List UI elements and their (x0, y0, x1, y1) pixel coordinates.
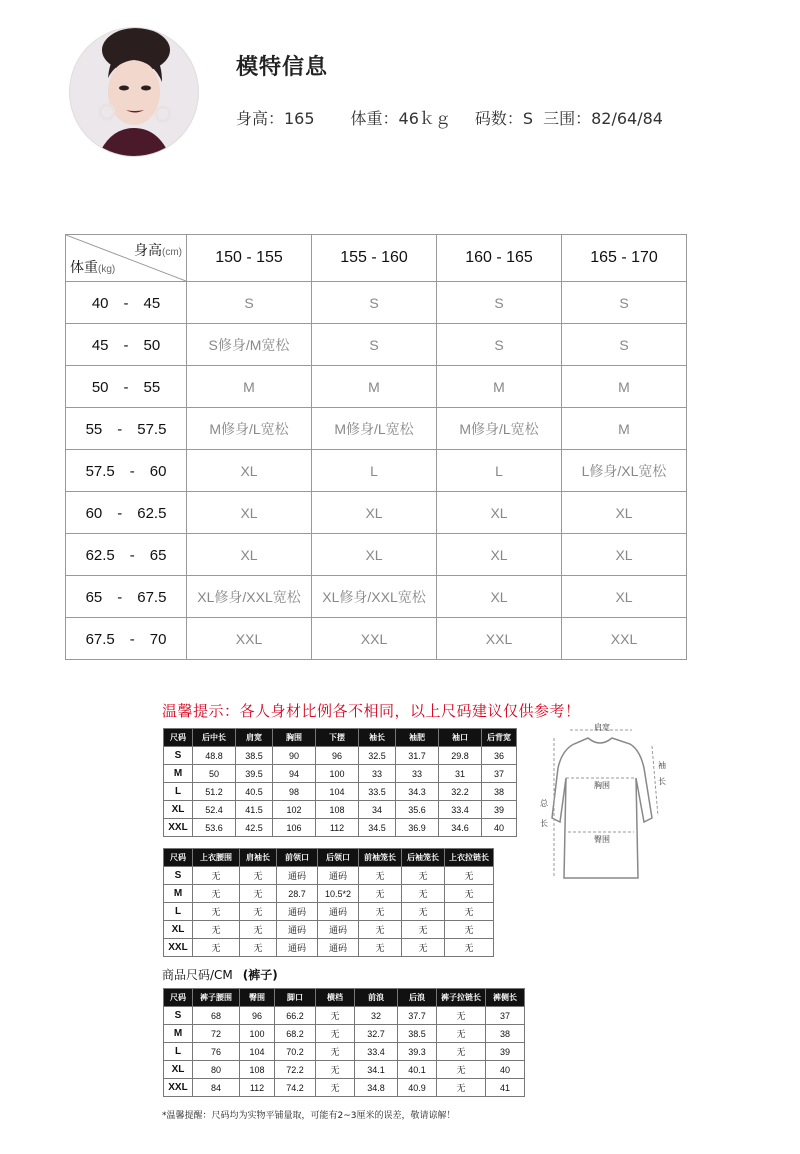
measurement-cell: 94 (273, 765, 316, 783)
measurement-cell: 50 (193, 765, 236, 783)
measurement-cell: 40.5 (236, 783, 273, 801)
measurement-cell: 34.8 (355, 1079, 398, 1097)
measurement-cell: 无 (437, 1025, 486, 1043)
measurement-cell: 无 (316, 1079, 355, 1097)
weight-range-cell: 40 - 45 (66, 282, 187, 324)
table-header-row (164, 729, 517, 747)
measurement-cell: 52.4 (193, 801, 236, 819)
column-header: 裤侧长 (486, 989, 525, 1007)
recommended-size-cell: L (312, 450, 437, 492)
measurement-cell: 36 (482, 747, 517, 765)
measurement-cell: 98 (273, 783, 316, 801)
measurement-cell: 96 (316, 747, 359, 765)
table-row (164, 885, 494, 903)
measurement-cell: 无 (445, 939, 494, 957)
recommended-size-cell: S (562, 324, 687, 366)
top-detail-table (163, 848, 494, 957)
column-header: 横档 (316, 989, 355, 1007)
corner-height-label: 身高(cm) (134, 242, 182, 258)
column-header: 前浪 (355, 989, 398, 1007)
column-header: 胸围 (273, 729, 316, 747)
measurement-cell: 37.7 (398, 1007, 437, 1025)
column-header: 臀围 (240, 989, 275, 1007)
recommendation-row (66, 534, 687, 576)
size-label-cell: XL (164, 921, 193, 939)
measurement-cell: 72 (193, 1025, 240, 1043)
size-label-cell: M (164, 1025, 193, 1043)
recommended-size-cell: S (312, 282, 437, 324)
table-row (164, 903, 494, 921)
measurement-cell: 34.6 (439, 819, 482, 837)
measurement-cell: 33.4 (355, 1043, 398, 1061)
measurement-cell: 31 (439, 765, 482, 783)
measurement-cell: 90 (273, 747, 316, 765)
measurement-cell: 80 (193, 1061, 240, 1079)
column-header: 袖长 (359, 729, 396, 747)
recommended-size-cell: XXL (437, 618, 562, 660)
weight-range-cell: 50 - 55 (66, 366, 187, 408)
model-stats (236, 106, 663, 129)
table-row (164, 1043, 525, 1061)
size-label-cell: L (164, 903, 193, 921)
recommendation-row (66, 282, 687, 324)
table-row (164, 765, 517, 783)
column-header: 肩袖长 (240, 849, 277, 867)
measurement-cell: 无 (402, 939, 445, 957)
measurement-cell: 通码 (277, 903, 318, 921)
measurement-cell: 29.8 (439, 747, 482, 765)
table-row (164, 939, 494, 957)
measurement-cell: 无 (359, 921, 402, 939)
recommended-size-cell: M (562, 366, 687, 408)
column-header: 脚口 (275, 989, 316, 1007)
measurement-cell: 68.2 (275, 1025, 316, 1043)
measurement-cell: 40 (486, 1061, 525, 1079)
model-height: 身高：165 (236, 109, 315, 128)
measurement-cell: 无 (402, 921, 445, 939)
column-header: 尺码 (164, 849, 193, 867)
measurement-cell: 40.1 (398, 1061, 437, 1079)
column-header: 后袖笼长 (402, 849, 445, 867)
weight-range-cell: 57.5 - 60 (66, 450, 187, 492)
recommendation-row (66, 366, 687, 408)
measurement-cell: 104 (316, 783, 359, 801)
measurement-cell: 38 (482, 783, 517, 801)
measurement-cell: 无 (240, 885, 277, 903)
measurement-cell: 70.2 (275, 1043, 316, 1061)
measurement-cell: 无 (437, 1043, 486, 1061)
size-label-cell: S (164, 1007, 193, 1025)
measurement-cell: 无 (193, 921, 240, 939)
measurement-cell: 无 (445, 867, 494, 885)
measurement-cell: 33 (396, 765, 439, 783)
column-header: 下摆 (316, 729, 359, 747)
size-label-cell: S (164, 867, 193, 885)
measurement-cell: 38 (486, 1025, 525, 1043)
recommendation-row (66, 324, 687, 366)
measurement-cell: 无 (437, 1007, 486, 1025)
measurement-cell: 31.7 (396, 747, 439, 765)
column-header: 上衣腰围 (193, 849, 240, 867)
measurement-cell: 32.7 (355, 1025, 398, 1043)
measurement-cell: 无 (359, 939, 402, 957)
size-label-cell: XXL (164, 1079, 193, 1097)
measurement-cell: 112 (316, 819, 359, 837)
pants-size-title: 商品尺码/CM (裤子) (162, 968, 278, 982)
measurement-cell: 34.5 (359, 819, 396, 837)
table-row (164, 867, 494, 885)
diagram-chest-label: 胸围 (594, 781, 610, 790)
corner-weight-label: 体重(kg) (70, 259, 116, 275)
recommended-size-cell: M (312, 366, 437, 408)
measurement-cell: 37 (482, 765, 517, 783)
height-header: 155 - 160 (312, 235, 437, 282)
recommended-size-cell: S (437, 324, 562, 366)
model-weight: 体重：46ｋｇ (350, 109, 451, 128)
measurement-cell: 无 (437, 1061, 486, 1079)
height-header: 150 - 155 (187, 235, 312, 282)
measurement-cell: 39.3 (398, 1043, 437, 1061)
measurement-cell: 通码 (318, 867, 359, 885)
measurement-cell: 无 (402, 867, 445, 885)
measurement-cell: 28.7 (277, 885, 318, 903)
height-header: 165 - 170 (562, 235, 687, 282)
weight-range-cell: 60 - 62.5 (66, 492, 187, 534)
measurement-cell: 104 (240, 1043, 275, 1061)
measurement-cell: 无 (240, 903, 277, 921)
column-header: 袖口 (439, 729, 482, 747)
size-label-cell: XXL (164, 819, 193, 837)
recommended-size-cell: XL (562, 576, 687, 618)
height-header-row (66, 235, 687, 282)
recommended-size-cell: XL (187, 450, 312, 492)
recommended-size-cell: XL (562, 492, 687, 534)
measurement-cell: 无 (359, 903, 402, 921)
column-header: 上衣拉链长 (445, 849, 494, 867)
size-label-cell: M (164, 765, 193, 783)
measurement-cell: 32 (355, 1007, 398, 1025)
measurement-cell: 通码 (318, 939, 359, 957)
measurement-cell: 无 (402, 885, 445, 903)
table-row (164, 921, 494, 939)
recommendation-row (66, 618, 687, 660)
recommended-size-cell: M (562, 408, 687, 450)
weight-range-cell: 45 - 50 (66, 324, 187, 366)
column-header: 尺码 (164, 989, 193, 1007)
measurement-cell: 100 (316, 765, 359, 783)
diagram-hip-label: 臀围 (594, 835, 610, 844)
recommended-size-cell: S修身/M宽松 (187, 324, 312, 366)
measurement-note: *温馨提醒：尺码均为实物平铺量取，可能有2~3厘米的误差，敬请谅解！ (162, 1111, 456, 1121)
recommended-size-cell: M修身/L宽松 (312, 408, 437, 450)
weight-range-cell: 67.5 - 70 (66, 618, 187, 660)
measurement-cell: 51.2 (193, 783, 236, 801)
measurement-cell: 76 (193, 1043, 240, 1061)
size-label-cell: L (164, 783, 193, 801)
model-info-title: 模特信息 (236, 55, 329, 80)
measurement-cell: 通码 (318, 903, 359, 921)
recommended-size-cell: M (187, 366, 312, 408)
recommended-size-cell: XXL (562, 618, 687, 660)
measurement-cell: 10.5*2 (318, 885, 359, 903)
column-header: 袖肥 (396, 729, 439, 747)
column-header: 后中长 (193, 729, 236, 747)
measurement-cell: 无 (316, 1025, 355, 1043)
table-header-row (164, 849, 494, 867)
recommended-size-cell: XL修身/XXL宽松 (312, 576, 437, 618)
diagram-sleeve-label: 袖长 (658, 761, 666, 786)
dress-outline-icon (540, 718, 680, 888)
measurement-cell: 无 (445, 903, 494, 921)
measurement-cell: 无 (240, 939, 277, 957)
measurement-cell: 102 (273, 801, 316, 819)
recommended-size-cell: XXL (312, 618, 437, 660)
recommended-size-cell: XL (187, 534, 312, 576)
measurement-cell: 34 (359, 801, 396, 819)
measurement-cell: 38.5 (236, 747, 273, 765)
measurement-cell: 108 (240, 1061, 275, 1079)
table-row (164, 1025, 525, 1043)
measurement-cell: 68 (193, 1007, 240, 1025)
recommended-size-cell: XL (562, 534, 687, 576)
pants-measurement-table (163, 988, 525, 1097)
measurement-cell: 无 (402, 903, 445, 921)
size-warning: 温馨提示：各人身材比例各不相同，以上尺码建议仅供参考！ (162, 702, 581, 720)
measurement-cell: 32.5 (359, 747, 396, 765)
recommended-size-cell: XL (437, 534, 562, 576)
column-header: 前袖笼长 (359, 849, 402, 867)
column-header: 前领口 (277, 849, 318, 867)
column-header: 尺码 (164, 729, 193, 747)
measurement-cell: 74.2 (275, 1079, 316, 1097)
measurement-cell: 34.3 (396, 783, 439, 801)
recommendation-rows (66, 282, 687, 660)
measurement-cell: 39 (486, 1043, 525, 1061)
measurement-cell: 42.5 (236, 819, 273, 837)
measurement-cell: 39.5 (236, 765, 273, 783)
measurement-cell: 无 (437, 1079, 486, 1097)
recommended-size-cell: XL修身/XXL宽松 (187, 576, 312, 618)
measurement-cell: 38.5 (398, 1025, 437, 1043)
recommendation-row (66, 408, 687, 450)
measurement-cell: 40 (482, 819, 517, 837)
measurement-cell: 41.5 (236, 801, 273, 819)
measurement-cell: 无 (359, 885, 402, 903)
recommended-size-cell: M修身/L宽松 (437, 408, 562, 450)
measurement-cell: 35.6 (396, 801, 439, 819)
measurement-cell: 无 (193, 867, 240, 885)
recommendation-row (66, 576, 687, 618)
measurement-cell: 53.6 (193, 819, 236, 837)
model-measurements: 三围：82/64/84 (543, 109, 663, 128)
measurement-cell: 无 (316, 1007, 355, 1025)
size-label-cell: XL (164, 801, 193, 819)
size-recommendation-table (65, 234, 687, 660)
recommendation-row (66, 450, 687, 492)
measurement-cell: 通码 (318, 921, 359, 939)
size-label-cell: XL (164, 1061, 193, 1079)
table-row (164, 819, 517, 837)
measurement-cell: 通码 (277, 921, 318, 939)
measurement-cell: 33.5 (359, 783, 396, 801)
recommendation-row (66, 492, 687, 534)
table-row (164, 1007, 525, 1025)
size-label-cell: S (164, 747, 193, 765)
measurement-cell: 48.8 (193, 747, 236, 765)
column-header: 后领口 (318, 849, 359, 867)
table-row (164, 801, 517, 819)
diagram-shoulder-label: 肩宽 (594, 723, 610, 732)
recommended-size-cell: XL (437, 492, 562, 534)
measurement-cell: 72.2 (275, 1061, 316, 1079)
measurement-cell: 37 (486, 1007, 525, 1025)
measurement-cell: 36.9 (396, 819, 439, 837)
size-label-cell: L (164, 1043, 193, 1061)
measurement-cell: 无 (193, 885, 240, 903)
recommended-size-cell: S (437, 282, 562, 324)
measurement-cell: 无 (359, 867, 402, 885)
measurement-cell: 通码 (277, 939, 318, 957)
top-measurement-table (163, 728, 517, 837)
measurement-cell: 无 (240, 867, 277, 885)
measurement-cell: 84 (193, 1079, 240, 1097)
recommended-size-cell: S (187, 282, 312, 324)
column-header: 裤子腰围 (193, 989, 240, 1007)
model-avatar (70, 28, 198, 156)
weight-range-cell: 55 - 57.5 (66, 408, 187, 450)
recommended-size-cell: XL (437, 576, 562, 618)
measurement-cell: 41 (486, 1079, 525, 1097)
corner-header-cell (66, 235, 187, 282)
size-label-cell: XXL (164, 939, 193, 957)
column-header: 裤子拉链长 (437, 989, 486, 1007)
column-header: 后背宽 (482, 729, 517, 747)
model-size: 码数：S (474, 109, 534, 128)
measurement-cell: 无 (316, 1043, 355, 1061)
measurement-cell: 40.9 (398, 1079, 437, 1097)
dress-diagram (540, 718, 680, 892)
measurement-cell: 无 (445, 921, 494, 939)
measurement-cell: 108 (316, 801, 359, 819)
recommended-size-cell: L (437, 450, 562, 492)
column-header: 肩宽 (236, 729, 273, 747)
measurement-cell: 无 (316, 1061, 355, 1079)
measurement-cell: 通码 (277, 867, 318, 885)
recommended-size-cell: M修身/L宽松 (187, 408, 312, 450)
measurement-cell: 33.4 (439, 801, 482, 819)
measurement-cell: 无 (240, 921, 277, 939)
recommended-size-cell: XL (312, 492, 437, 534)
measurement-cell: 66.2 (275, 1007, 316, 1025)
measurement-cell: 33 (359, 765, 396, 783)
recommended-size-cell: L修身/XL宽松 (562, 450, 687, 492)
measurement-cell: 112 (240, 1079, 275, 1097)
measurement-cell: 100 (240, 1025, 275, 1043)
table-row (164, 1061, 525, 1079)
measurement-cell: 无 (445, 885, 494, 903)
weight-range-cell: 62.5 - 65 (66, 534, 187, 576)
diagram-length-label: 总长 (540, 799, 548, 828)
weight-range-cell: 65 - 67.5 (66, 576, 187, 618)
measurement-cell: 34.1 (355, 1061, 398, 1079)
measurement-cell: 39 (482, 801, 517, 819)
measurement-cell: 32.2 (439, 783, 482, 801)
table-row (164, 747, 517, 765)
table-row (164, 1079, 525, 1097)
measurement-cell: 96 (240, 1007, 275, 1025)
recommended-size-cell: XXL (187, 618, 312, 660)
model-portrait-icon (70, 28, 198, 156)
recommended-size-cell: S (312, 324, 437, 366)
measurement-cell: 无 (193, 939, 240, 957)
table-row (164, 783, 517, 801)
height-header: 160 - 165 (437, 235, 562, 282)
recommended-size-cell: XL (187, 492, 312, 534)
column-header: 后浪 (398, 989, 437, 1007)
table-header-row (164, 989, 525, 1007)
size-label-cell: M (164, 885, 193, 903)
recommended-size-cell: S (562, 282, 687, 324)
measurement-cell: 106 (273, 819, 316, 837)
recommended-size-cell: M (437, 366, 562, 408)
recommended-size-cell: XL (312, 534, 437, 576)
measurement-cell: 无 (193, 903, 240, 921)
